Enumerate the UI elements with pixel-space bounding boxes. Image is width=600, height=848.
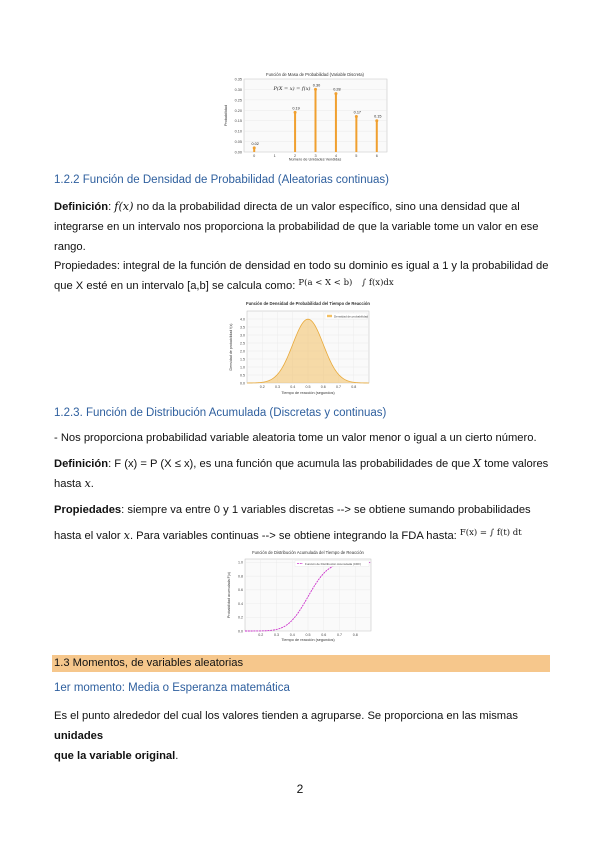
legend-label: Densidad de probabilidad [334,314,369,319]
y-tick-label: 1.5 [240,357,245,362]
x-axis-label: Número de Unidades Vendidas [288,157,342,162]
y-tick-label: 1.0 [240,365,245,370]
cdf-prop-label: Propiedades [54,504,122,516]
cdf-definition: Definición: F (x) = P (X ≤ x), es una función que acumula las probabilidades de que X tome valores hasta x. [54,457,549,490]
x-tick-label: 0.2 [259,385,265,389]
y-tick-label: 0.10 [234,129,242,134]
section-subheading-13: 1er momento: Media o Esperanza matemática [54,682,290,694]
moments-end: . [175,750,179,762]
cdf-def-text: es una función que acumula las probabilidades de que [196,458,474,470]
y-axis-label: Probabilidad acumulada F(x) [227,572,231,618]
annotation: P(X = x) = f(x) [273,86,311,92]
pmf-point [355,115,358,118]
y-tick-label: 0.00 [234,150,242,155]
cdf-intro: - Nos proporciona probabilidad variable aleatoria tome un valor menor o igual a un cierto número. [54,432,537,444]
value-label: 0.15 [374,114,382,119]
x-tick-label: 0.7 [337,633,342,637]
x-axis-label: Tiempo de reacción (segundos) [281,391,335,395]
prop-line2: que X esté en un intervalo [a,b] se calcula como: [54,280,296,292]
pmf-point [334,92,337,95]
section-heading-123: 1.2.3. Función de Distribución Acumulada (Discretas y continuas) [54,407,387,419]
x-tick-label: 0.4 [290,385,296,389]
y-tick-label: 0.05 [234,140,242,145]
value-label: 0.28 [333,87,341,92]
pmf-point [294,111,297,114]
moments-paragraph [54,706,549,766]
cdf-def-label: Definición [54,458,109,470]
y-tick-label: 0.0 [240,381,245,386]
value-label: 0.30 [312,83,321,88]
x-tick-label: 0.3 [275,385,280,389]
cdf-prop-line2-a: hasta el valor [54,530,124,542]
pmf-bar [315,89,317,152]
x-tick-label: 3 [314,154,317,158]
cdf-properties [54,497,549,550]
pmf-bar [294,112,296,152]
figure-pdf [227,299,373,397]
pmf-bar [335,94,337,152]
cdf-def-line2-b: . [90,478,94,490]
y-tick-label: 2.0 [240,349,245,354]
x-tick-label: 5 [355,154,358,158]
x-tick-label: 0.5 [305,385,311,389]
pdf-definition: Definición: f(x) no da la probabilidad directa de un valor específico, sino una densidad que al integrarse en un intervalo nos proporciona la probabilidad de que la variable tome un valor en ese rango. [54,197,549,257]
y-tick-label: 3.0 [240,333,245,338]
legend-swatch [327,315,332,317]
value-label: 0.19 [292,106,300,111]
x-axis-label: Tiempo de reacción (segundos) [281,638,335,642]
page-number: 2 [296,782,304,796]
cdf-def-line2-var: x [84,477,91,490]
def-math: f(x) [114,200,134,213]
def-label: Definición [54,201,109,213]
cdf-def-line2-a: hasta [54,478,85,490]
y-tick-label: 0.6 [238,588,243,593]
pdf-properties [54,256,549,297]
x-tick-label: 0.6 [320,385,326,389]
chart-title: Función de Densidad de Probabilidad del Tiempo de Reacción [246,301,370,306]
cdf-def-var: X [473,457,482,470]
y-tick-label: 2.5 [240,341,245,346]
value-label: 0.17 [353,110,362,115]
y-tick-label: 0.25 [234,98,242,103]
formula-a: P(a < X < b) [298,278,353,288]
x-tick-label: 0.8 [352,633,358,637]
def-line3: rango. [54,241,86,253]
y-tick-label: 0.35 [234,77,242,82]
x-tick-label: 2 [294,154,297,158]
pmf-point [375,119,378,122]
x-tick-label: 4 [334,154,337,158]
x-tick-label: 0.6 [321,633,327,637]
pmf-chart [222,70,392,162]
cdf-def-formula: F (x) = P (X ≤ x), [114,458,197,470]
value-label: 0.02 [251,141,259,146]
moments-text-a: Es el punto alrededor del cual los valores tienden a agruparse. Se proporciona en las mismas [54,710,518,722]
cdf-def-text2: tome valores [481,458,549,470]
y-tick-label: 0.8 [238,574,243,579]
chart-title: Función de Distribución Acumulada del Tiempo de Reacción [252,550,364,555]
y-tick-label: 0.5 [240,373,245,378]
cdf-prop-line2-b: . Para variables continuas --> se obtiene integrando la FDA hasta: [129,530,457,542]
formula-b: ∫ f(x)dx [361,278,394,288]
y-tick-label: 0.2 [238,615,243,620]
cdf-prop-text: : siempre va entre 0 y 1 variables discretas --> se obtiene sumando probabilidades [121,504,531,516]
x-tick-label: 0.7 [336,385,341,389]
chart-title: Función de Masa de Probabilidad (Variable Discreta) [266,72,364,77]
figure-pmf [222,70,392,162]
y-tick-label: 0.0 [238,629,243,634]
x-tick-label: 1 [273,154,276,158]
y-axis-label: Probabilidad [224,104,228,127]
section-heading-122: 1.2.2 Función de Densidad de Probabilidad (Aleatorias continuas) [54,174,389,186]
cdf-formula: F(x) = ∫ f(t) dt [459,528,522,538]
section-band-13: 1.3 Momentos, de variables aleatorias [52,655,550,672]
cdf-prop-line2-var: x [123,529,130,542]
pmf-bar [355,117,357,152]
x-tick-label: 6 [375,154,378,158]
y-axis-label: Densidad de probabilidad f(x) [229,323,233,371]
y-tick-label: 0.4 [238,601,243,606]
y-tick-label: 0.30 [234,87,242,92]
moments-bold1: unidades [54,730,104,742]
def-line1: no da la probabilidad directa de un valor específico, sino una densidad que al [133,201,520,213]
y-tick-label: 0.20 [234,108,242,113]
pdf-chart [227,299,373,397]
prop-line1: Propiedades: integral de la función de densidad en todo su dominio es igual a 1 y la probabilidad de [54,260,549,272]
y-tick-label: 0.15 [234,119,242,124]
x-tick-label: 0 [253,154,256,158]
x-tick-label: 0.2 [258,633,264,637]
cdf-chart [225,549,375,643]
x-tick-label: 0.5 [305,633,311,637]
figure-cdf [225,549,375,643]
pmf-point [253,146,256,149]
x-tick-label: 0.3 [274,633,279,637]
pmf-point [314,88,317,91]
y-tick-label: 1.0 [238,560,243,565]
x-tick-label: 0.4 [289,633,295,637]
moments-bold2: que la variable original [54,750,176,762]
x-tick-label: 0.8 [351,385,357,389]
y-tick-label: 3.5 [240,325,245,330]
legend-label: Función de Distribución Acumulada (CDF) [305,561,362,566]
def-line2: integrarse en un intervalo nos proporciona la probabilidad de que la variable tome un valor en ese [54,221,539,233]
y-tick-label: 4.0 [240,317,245,322]
pmf-bar [376,121,378,152]
